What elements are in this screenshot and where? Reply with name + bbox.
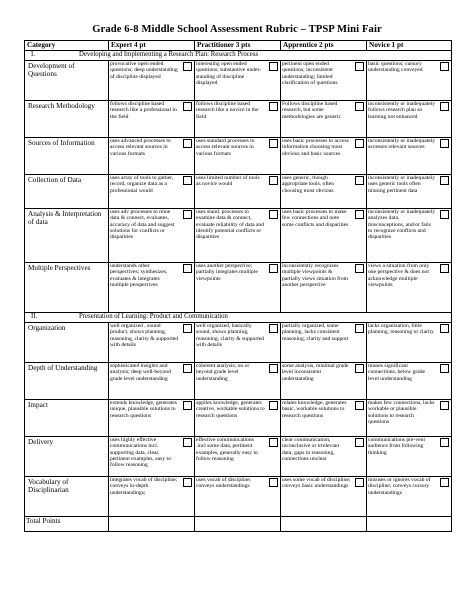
rubric-row — [25, 209, 452, 263]
section-1-row — [25, 51, 452, 61]
practitioner-cell — [195, 263, 281, 313]
criterion-text: basic questions; cursory understanding conveyed — [368, 61, 423, 74]
score-checkbox[interactable] — [269, 401, 278, 410]
practitioner-cell — [195, 101, 281, 138]
criterion-text: follows discipline based research like a novice in the field — [196, 101, 259, 120]
score-checkbox[interactable] — [355, 264, 364, 273]
header-practitioner: Practitioner 3 pts — [195, 41, 281, 51]
rubric-table — [24, 40, 452, 532]
criterion-text: uses advanced processes to access relevant sources in various formats — [110, 138, 171, 157]
score-checkbox[interactable] — [355, 210, 364, 219]
expert-cell — [109, 263, 195, 313]
score-checkbox[interactable] — [183, 478, 192, 487]
apprentice-cell — [281, 61, 367, 101]
criterion-text: provocative open ended questions; deep understanding of discipline displayed — [110, 61, 178, 80]
expert-cell — [109, 138, 195, 175]
total-apprentice[interactable] — [281, 517, 367, 532]
score-checkbox[interactable] — [440, 324, 449, 333]
expert-cell — [109, 209, 195, 263]
category-label: Research Methodology — [25, 101, 109, 138]
score-checkbox[interactable] — [355, 364, 364, 373]
rubric-row — [25, 437, 452, 477]
rubric-row — [25, 363, 452, 400]
criterion-text: Follows discipline based research, but some methodologies are generic — [282, 101, 342, 120]
novice-cell — [367, 363, 452, 400]
criterion-text: applies knowledge, generates creative, workable solutions to research questions — [196, 400, 265, 419]
section-2-row — [25, 313, 452, 323]
score-checkbox[interactable] — [440, 364, 449, 373]
total-practitioner[interactable] — [195, 517, 281, 532]
apprentice-cell — [281, 437, 367, 477]
criterion-text: inconsistently or inadequately follows research plan so learning not enhanced — [368, 101, 436, 120]
header-expert: Expert 4 pt — [109, 41, 195, 51]
score-checkbox[interactable] — [269, 264, 278, 273]
novice-cell — [367, 101, 452, 138]
rubric-row — [25, 477, 452, 517]
rubric-row — [25, 175, 452, 209]
score-checkbox[interactable] — [440, 139, 449, 148]
criterion-text: integrates vocab of discipline; conveys in-depth understandings; — [110, 477, 178, 496]
category-label: Delivery — [25, 437, 109, 477]
rubric-row — [25, 138, 452, 175]
criterion-text: uses another perspective; partially integrates multiple viewpoints — [196, 263, 258, 282]
criterion-text: uses highly effective communications incl. supporting data, clear, pertinent examples, easy to follow reasoning — [110, 437, 171, 469]
score-checkbox[interactable] — [183, 102, 192, 111]
criterion-text: views a situation from only one perspective & does not acknowledge multiple viewpoints — [368, 263, 430, 288]
apprentice-cell — [281, 175, 367, 209]
novice-cell — [367, 209, 452, 263]
category-label: Development of Questions — [25, 61, 109, 101]
expert-cell — [109, 400, 195, 437]
practitioner-cell — [195, 477, 281, 517]
score-checkbox[interactable] — [440, 176, 449, 185]
score-checkbox[interactable] — [355, 102, 364, 111]
rubric-row — [25, 263, 452, 313]
criterion-text: well organized, basically sound, shows planning, reasoning, clarity & supported with details — [196, 323, 265, 348]
novice-cell — [367, 138, 452, 175]
score-checkbox[interactable] — [183, 438, 192, 447]
apprentice-cell — [281, 477, 367, 517]
novice-cell — [367, 263, 452, 313]
apprentice-cell — [281, 323, 367, 363]
score-checkbox[interactable] — [355, 176, 364, 185]
category-label: Impact — [25, 400, 109, 437]
apprentice-cell — [281, 400, 367, 437]
section-1-number: I. — [31, 51, 35, 58]
criterion-text: misuses or ignores vocab of discipline; conveys cursory understandings — [368, 477, 431, 496]
category-label: Vocabulary of Disciplinarian — [25, 477, 109, 517]
criterion-text: follows discipline based research like a professional in the field — [110, 101, 177, 120]
criterion-text: relates knowledge, generates basic, workable solutions to research questions — [282, 400, 347, 419]
score-checkbox[interactable] — [183, 324, 192, 333]
score-checkbox[interactable] — [440, 438, 449, 447]
novice-cell — [367, 477, 452, 517]
criterion-text: understands other perspectives; synthesizes, evaluates & integrates multiple perspectives — [110, 263, 168, 288]
criterion-text: uses limited number of tools as novice would — [196, 175, 260, 188]
practitioner-cell — [195, 363, 281, 400]
criterion-text: uses stand. processes to examine data & connect, evaluate reliability of data and identify potential conflicts or disparities — [196, 209, 265, 241]
apprentice-cell — [281, 138, 367, 175]
novice-cell — [367, 61, 452, 101]
section-2-title: Presentation of Learning: Product and Communication — [79, 313, 228, 320]
criterion-text: pertinent open ended questions; inconsistent understanding; limited clarification of questions — [282, 61, 338, 86]
score-checkbox[interactable] — [440, 478, 449, 487]
practitioner-cell — [195, 175, 281, 209]
score-checkbox[interactable] — [355, 478, 364, 487]
score-checkbox[interactable] — [183, 210, 192, 219]
criterion-text: uses generic, though appropriate tools, often choosing most obvious — [282, 175, 335, 194]
novice-cell — [367, 323, 452, 363]
header-row — [25, 41, 452, 51]
apprentice-cell — [281, 263, 367, 313]
section-1-title: Developing and Implementing a Research Plan: Research Process — [79, 51, 259, 58]
apprentice-cell — [281, 363, 367, 400]
score-checkbox[interactable] — [440, 62, 449, 71]
score-checkbox[interactable] — [183, 264, 192, 273]
score-checkbox[interactable] — [440, 401, 449, 410]
category-label: Multiple Perspectives — [25, 263, 109, 313]
criterion-text: communications pre-vent audience from following thinking — [368, 437, 426, 456]
category-label: Sources of Information — [25, 138, 109, 175]
total-expert[interactable] — [109, 517, 195, 532]
category-label: Collection of Data — [25, 175, 109, 209]
score-checkbox[interactable] — [269, 478, 278, 487]
header-category: Category — [25, 41, 109, 51]
criterion-text: inconsistently or inadequately uses generic tools often missing pertinent data — [368, 175, 436, 194]
expert-cell — [109, 61, 195, 101]
expert-cell — [109, 101, 195, 138]
practitioner-cell — [195, 437, 281, 477]
criterion-text: uses vocab of discipline; conveys understandings — [196, 477, 252, 490]
header-apprentice: Apprentice 2 pts — [281, 41, 367, 51]
criterion-text: well organized , sound product, shows planning, reasoning, clarity & supported with details — [110, 323, 179, 348]
criterion-text: inconsistently or inadequately accesses relevant sources — [368, 138, 436, 151]
score-checkbox[interactable] — [269, 324, 278, 333]
rubric-row — [25, 400, 452, 437]
practitioner-cell — [195, 400, 281, 437]
criterion-text: uses array of tools to gather, record, organize data as a professional would — [110, 175, 174, 194]
rubric-row — [25, 101, 452, 138]
criterion-text: lacks organization, little planning, reasoning or clarity — [368, 323, 434, 336]
criterion-text: clear communication, inconclusive or irrelevant data, gaps in reasoning, connections unclear — [282, 437, 340, 462]
total-points-label: Total Points — [25, 517, 109, 532]
score-checkbox[interactable] — [183, 62, 192, 71]
category-label: Depth of Understanding — [25, 363, 109, 400]
practitioner-cell — [195, 138, 281, 175]
total-novice[interactable] — [367, 517, 452, 532]
practitioner-cell — [195, 209, 281, 263]
criterion-text: makes few connections, lacks workable or plausible solutions to research questions — [368, 400, 435, 425]
criterion-text: uses some vocab of discipline; conveys basic understandings — [282, 477, 351, 490]
apprentice-cell — [281, 101, 367, 138]
criterion-text: uses basic processes to access information choosing most obvious and basic sources — [282, 138, 349, 157]
criterion-text: extends knowledge, generates unique, plausible solutions to research questions — [110, 400, 177, 419]
apprentice-cell — [281, 209, 367, 263]
score-checkbox[interactable] — [355, 438, 364, 447]
section-2-number: II. — [31, 313, 38, 320]
novice-cell — [367, 400, 452, 437]
header-novice: Novice 1 pt — [367, 41, 452, 51]
criterion-text: some analysis, minimal grade level inconsistent understanding — [282, 363, 349, 382]
score-checkbox[interactable] — [440, 210, 449, 219]
novice-cell — [367, 437, 452, 477]
criterion-text: uses basic processes to make few connections and note some conflicts and disparities — [282, 209, 349, 228]
novice-cell — [367, 175, 452, 209]
score-checkbox[interactable] — [269, 176, 278, 185]
score-checkbox[interactable] — [269, 438, 278, 447]
criterion-text: misses significant connections, below grade level understanding — [368, 363, 426, 382]
expert-cell — [109, 323, 195, 363]
total-points-row — [25, 517, 452, 532]
rubric-row — [25, 61, 452, 101]
score-checkbox[interactable] — [183, 364, 192, 373]
score-checkbox[interactable] — [355, 401, 364, 410]
category-label: Analysis & Interpretation of data — [25, 209, 109, 263]
criterion-text: uses adv processes to mine data & connect, evaluates, accuracy of data and suggest solutions for conflicts or disparities — [110, 209, 175, 241]
criterion-text: partially organized, some planning, lacks consistent reasoning, clarity and support — [282, 323, 349, 342]
page-title: Grade 6-8 Middle School Assessment Rubric – TPSP Mini Fair — [92, 24, 382, 35]
criterion-text: effective communications .incl some data, pertinent examples, generally easy to follow reasoning — [196, 437, 258, 462]
criterion-text: coherent analysis; on or beyond grade level understanding — [196, 363, 250, 382]
rubric-row — [25, 323, 452, 363]
score-checkbox[interactable] — [183, 176, 192, 185]
practitioner-cell — [195, 61, 281, 101]
criterion-text: sophisticated insights and analysis; deep well-beyond grade level understanding — [110, 363, 171, 382]
expert-cell — [109, 175, 195, 209]
score-checkbox[interactable] — [355, 139, 364, 148]
score-checkbox[interactable] — [269, 364, 278, 373]
criterion-text: interesting open ended questions; substantive under-standing of discipline displayed — [196, 61, 262, 86]
score-checkbox[interactable] — [269, 62, 278, 71]
score-checkbox[interactable] — [183, 139, 192, 148]
expert-cell — [109, 477, 195, 517]
score-checkbox[interactable] — [269, 102, 278, 111]
expert-cell — [109, 437, 195, 477]
criterion-text: inconsistently recognizes multiple viewpoints & partially views situation from another perspective — [282, 263, 349, 288]
score-checkbox[interactable] — [183, 401, 192, 410]
practitioner-cell — [195, 323, 281, 363]
score-checkbox[interactable] — [440, 102, 449, 111]
category-label: Organization — [25, 323, 109, 363]
score-checkbox[interactable] — [355, 324, 364, 333]
score-checkbox[interactable] — [269, 210, 278, 219]
score-checkbox[interactable] — [355, 62, 364, 71]
score-checkbox[interactable] — [440, 264, 449, 273]
criterion-text: uses standard processes to access relevant sources in various formats — [196, 138, 255, 157]
criterion-text: inconsistently or inadequately analyzes data, misconceptions, and/or fails to recognize conflicts and disparities — [368, 209, 436, 241]
expert-cell — [109, 363, 195, 400]
score-checkbox[interactable] — [269, 139, 278, 148]
